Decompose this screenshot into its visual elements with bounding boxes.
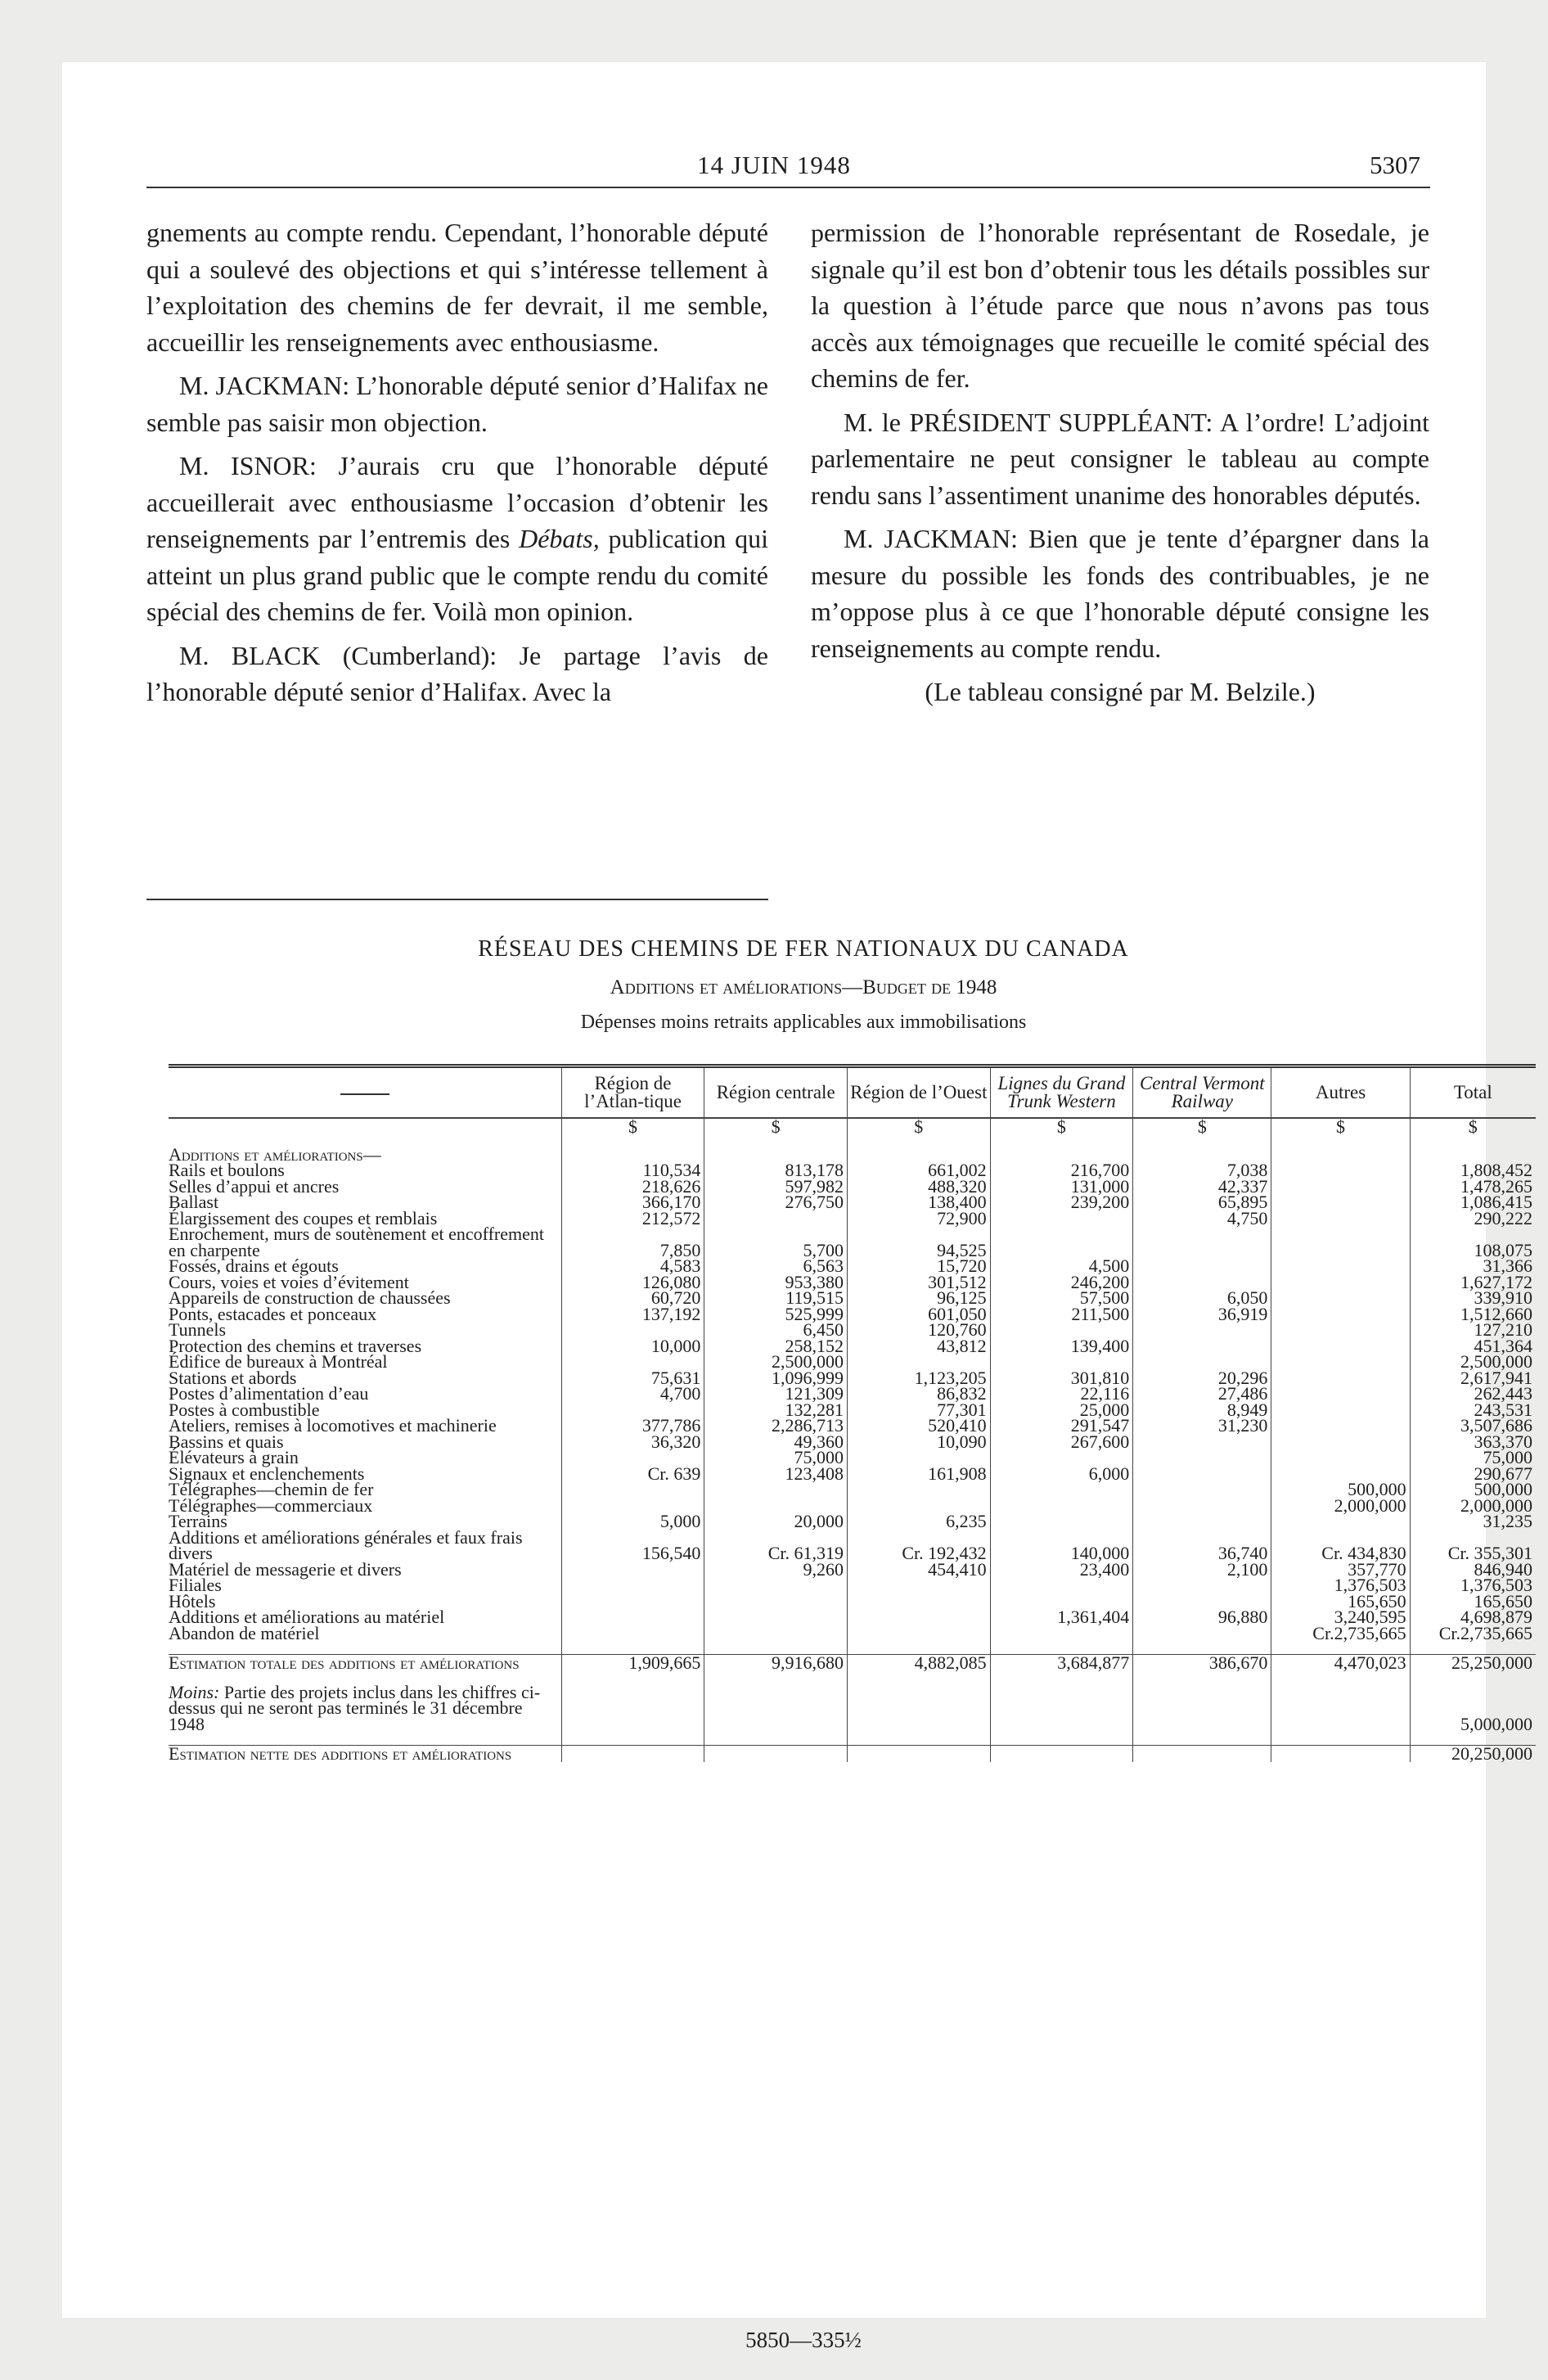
cell-value: Cr. 61,319 — [704, 1530, 848, 1562]
cell-value — [1133, 1498, 1271, 1514]
cell-value: 6,050 — [1133, 1290, 1271, 1306]
paragraph: M. JACKMAN: L’honorable député senior d’Halifax ne semble pas saisir mon objection. — [146, 371, 769, 437]
cell-value — [1133, 1449, 1271, 1466]
cell-value: 20,000 — [704, 1513, 848, 1530]
cell-value: 57,500 — [990, 1290, 1133, 1306]
cell-value: 1,808,452 — [1410, 1162, 1536, 1179]
row-label: Matériel de messagerie et divers — [169, 1558, 402, 1580]
cell-value: 43,812 — [847, 1338, 990, 1355]
row-label: Élévateurs à grain — [169, 1447, 299, 1467]
cell-value — [1271, 1746, 1410, 1762]
row-label: Élargissement des coupes et remblais — [169, 1207, 438, 1228]
cell-value — [704, 1625, 848, 1642]
cell-value: 1,086,415 — [1410, 1194, 1536, 1210]
cell-value: 6,450 — [704, 1322, 848, 1338]
cell-value — [990, 1226, 1133, 1258]
cell-value: 846,940 — [1410, 1562, 1536, 1578]
row-label: Postes d’alimentation d’eau — [169, 1383, 369, 1404]
row-label: Protection des chemins et traverses — [169, 1335, 422, 1356]
cell-value: 10,090 — [847, 1434, 990, 1450]
cell-value: 7,850 — [561, 1226, 704, 1258]
paragraph: gnements au compte rendu. Cependant, l’honorable député qui a soulevé des objections et qui s’intéresse tellement à l’exploitation des chemins de fer devrait, il me semble, accueillir les renseignements avec enthousiasme. — [146, 218, 768, 357]
cell-value: 140,000 — [990, 1530, 1133, 1562]
cell-value — [1271, 1402, 1410, 1418]
cell-value: 301,810 — [990, 1370, 1133, 1386]
cell-value: 6,235 — [847, 1513, 990, 1530]
cell-value: 339,910 — [1410, 1290, 1536, 1306]
cell-value: 108,075 — [1410, 1226, 1536, 1258]
cell-value — [1133, 1226, 1271, 1258]
cell-value — [990, 1498, 1133, 1514]
cell-value — [847, 1625, 990, 1642]
cell-value — [1271, 1513, 1410, 1530]
table-row — [169, 1449, 1536, 1466]
cell-value: 451,364 — [1410, 1338, 1536, 1355]
cell-value: 10,000 — [561, 1338, 704, 1355]
row-label: Additions et améliorations au matériel — [169, 1607, 445, 1627]
col-header: Total — [1410, 1066, 1536, 1119]
table-row — [169, 1386, 1536, 1402]
cell-value — [1271, 1162, 1410, 1179]
cell-value: 520,410 — [847, 1418, 990, 1434]
column-end-rule — [146, 899, 768, 900]
table-title: RÉSEAU DES CHEMINS DE FER NATIONAUX DU CANADA — [478, 936, 1129, 962]
cell-value: 2,617,941 — [1410, 1370, 1536, 1386]
cell-value: 1,376,503 — [1410, 1577, 1536, 1593]
cell-value: Cr. 192,432 — [847, 1530, 990, 1562]
cell-value: 4,470,023 — [1271, 1655, 1410, 1671]
cell-value: Cr.2,735,665 — [1271, 1625, 1410, 1642]
cell-value: 156,540 — [561, 1530, 704, 1562]
row-label: Terrains — [169, 1511, 227, 1531]
row-label: Ballast — [169, 1192, 219, 1212]
cell-value: 94,525 — [847, 1226, 990, 1258]
table-subtitle: Additions et améliorations—Budget de 1948 — [610, 976, 997, 998]
table-row — [169, 1434, 1536, 1450]
cell-value — [990, 1481, 1133, 1498]
cell-value — [561, 1562, 704, 1578]
cell-value — [1133, 1481, 1271, 1498]
row-label: Ateliers, remises à locomotives et machinerie — [169, 1415, 497, 1436]
cell-value: 246,200 — [990, 1274, 1133, 1291]
cell-value: 3,240,595 — [1271, 1609, 1410, 1625]
row-label: Édifice de bureaux à Montréal — [169, 1351, 388, 1372]
row-label: Hôtels — [169, 1590, 216, 1611]
cell-value: 65,895 — [1133, 1194, 1271, 1210]
cell-value — [1271, 1338, 1410, 1355]
cell-value: 8,949 — [1133, 1402, 1271, 1418]
cell-value — [1271, 1370, 1410, 1386]
cell-value — [990, 1684, 1133, 1733]
cell-value: 77,301 — [847, 1402, 990, 1418]
cell-value: 1,123,205 — [847, 1370, 990, 1386]
cell-value: 121,309 — [704, 1386, 848, 1402]
cell-value: 36,919 — [1133, 1306, 1271, 1323]
table-row — [169, 1577, 1536, 1593]
section-heading-row — [169, 1135, 1536, 1163]
cell-value: 6,000 — [990, 1466, 1133, 1482]
cell-value: 119,515 — [704, 1290, 848, 1306]
cell-value: Cr. 355,301 — [1410, 1530, 1536, 1562]
cell-value: 1,376,503 — [1271, 1577, 1410, 1593]
cell-value: 7,038 — [1133, 1162, 1271, 1179]
cell-value — [1133, 1746, 1271, 1762]
row-label: Cours, voies et voies d’évitement — [169, 1271, 409, 1292]
col-header: Région centrale — [704, 1066, 848, 1119]
speaker: M. le PRÉSIDENT SUPPLÉANT: — [844, 407, 1213, 437]
cell-value: 15,720 — [847, 1258, 990, 1274]
table-row — [169, 1179, 1536, 1195]
cell-value: 377,786 — [561, 1418, 704, 1434]
cell-value: 661,002 — [847, 1162, 990, 1179]
cell-value: 2,500,000 — [704, 1354, 848, 1370]
cell-value — [1133, 1577, 1271, 1593]
cell-value: 49,360 — [704, 1434, 848, 1450]
cell-value: 75,000 — [704, 1449, 848, 1466]
cell-value — [1133, 1322, 1271, 1338]
cell-value: 165,650 — [1410, 1593, 1536, 1610]
table-row — [169, 1746, 1536, 1762]
cell-value: 2,100 — [1133, 1562, 1271, 1578]
cell-value — [1133, 1625, 1271, 1642]
row-label: Fossés, drains et égouts — [169, 1255, 339, 1276]
cell-value: 953,380 — [704, 1274, 848, 1291]
cell-value: 165,650 — [1271, 1593, 1410, 1610]
cell-value: 363,370 — [1410, 1434, 1536, 1450]
cell-value: 488,320 — [847, 1179, 990, 1195]
cell-value — [1271, 1194, 1410, 1210]
cell-value: 500,000 — [1410, 1481, 1536, 1498]
cell-value — [561, 1684, 704, 1733]
row-label: Estimation nette des additions et améliorations — [169, 1746, 561, 1762]
table-row — [169, 1562, 1536, 1578]
cell-value: 1,096,999 — [704, 1370, 848, 1386]
paragraph: (Le tableau consigné par M. Belzile.) — [925, 677, 1316, 706]
table-row — [169, 1226, 1536, 1258]
cell-value — [1133, 1684, 1271, 1733]
row-label: Ponts, estacades et ponceaux — [169, 1303, 377, 1324]
cell-value: 5,700 — [704, 1226, 848, 1258]
page-date: 14 JUIN 1948 — [697, 151, 851, 179]
table-row — [169, 1466, 1536, 1482]
cell-value: 218,626 — [561, 1179, 704, 1195]
cell-value: 5,000 — [561, 1513, 704, 1530]
table-row — [169, 1530, 1536, 1562]
cell-value: 123,408 — [704, 1466, 848, 1482]
cell-value — [1271, 1306, 1410, 1323]
cell-value: 525,999 — [704, 1306, 848, 1323]
table-row — [169, 1625, 1536, 1642]
cell-value: 127,210 — [1410, 1322, 1536, 1338]
table-row — [169, 1162, 1536, 1179]
cell-value — [990, 1746, 1133, 1762]
cell-value: 813,178 — [704, 1162, 848, 1179]
row-label: Tunnels — [169, 1319, 227, 1340]
cell-value: 31,235 — [1410, 1513, 1536, 1530]
section-heading: Additions et améliorations— — [169, 1143, 381, 1165]
cell-value: Cr. 639 — [561, 1466, 704, 1482]
cell-value — [990, 1625, 1133, 1642]
cell-value — [704, 1577, 848, 1593]
cell-value: 22,116 — [990, 1386, 1133, 1402]
row-label: Signaux et enclenchements — [169, 1463, 365, 1484]
paragraph: M. ISNOR: J’aurais cru que l’honorable député accueillerait avec enthousiasme l’occasion d’obtenir les renseignements par l’entremis des Débats, publication qui atteint un plus grand public que le compte rendu du comité spécial des chemins de fer. Voilà mon opinion. — [146, 451, 769, 626]
row-label: Appareils de construction de chaussées — [169, 1287, 451, 1308]
cell-value: 31,230 — [1133, 1418, 1271, 1434]
page-footer: 5850—335½ — [745, 2328, 862, 2352]
cell-value: 267,600 — [990, 1434, 1133, 1450]
col-header: Région de l’Ouest — [847, 1066, 990, 1119]
cell-value: 75,000 — [1410, 1449, 1536, 1466]
cell-value — [561, 1577, 704, 1593]
cell-value: 25,250,000 — [1410, 1655, 1536, 1671]
cell-value: 139,400 — [990, 1338, 1133, 1355]
cell-value: 110,534 — [561, 1162, 704, 1179]
cell-value: 2,000,000 — [1271, 1498, 1410, 1514]
cell-value — [1133, 1258, 1271, 1274]
cell-value — [1271, 1354, 1410, 1370]
cell-value: 211,500 — [990, 1306, 1133, 1323]
table-row — [169, 1655, 1536, 1671]
budget-table-wrap — [169, 1064, 1536, 1762]
row-label: Stations et abords — [169, 1367, 297, 1388]
cell-value — [847, 1593, 990, 1610]
cell-value: 239,200 — [990, 1194, 1133, 1210]
cell-value: 138,400 — [847, 1194, 990, 1210]
cell-value: 454,410 — [847, 1562, 990, 1578]
cell-value — [847, 1481, 990, 1498]
row-label: Rails et boulons — [169, 1160, 285, 1180]
cell-value: 4,583 — [561, 1258, 704, 1274]
cell-value — [561, 1746, 704, 1762]
cell-value — [704, 1210, 848, 1227]
row-label: Télégraphes—commerciaux — [169, 1494, 373, 1516]
cell-value: 86,832 — [847, 1386, 990, 1402]
col-header: Région de l’Atlan-tique — [561, 1066, 704, 1119]
table-row — [169, 1370, 1536, 1386]
table-row — [169, 1306, 1536, 1323]
col-header: Lignes du Grand Trunk Western — [990, 1066, 1133, 1119]
cell-value: 1,512,660 — [1410, 1306, 1536, 1323]
cell-value — [561, 1481, 704, 1498]
cell-value: 75,631 — [561, 1370, 704, 1386]
cell-value: 1,361,404 — [990, 1609, 1133, 1625]
row-label: Postes à combustible — [169, 1399, 320, 1420]
cell-value: 23,400 — [990, 1562, 1133, 1578]
paragraph: M. JACKMAN: Bien que je tente d’épargner dans la mesure du possible les fonds des contribuables, je ne m’oppose plus à ce que l’honorable député consigne les renseignements au compte rendu. — [811, 524, 1430, 663]
page-number: 5307 — [1370, 151, 1420, 179]
cell-value: 132,281 — [704, 1402, 848, 1418]
cell-value: 357,770 — [1271, 1562, 1410, 1578]
cell-value — [704, 1593, 848, 1610]
cell-value: 131,000 — [990, 1179, 1133, 1195]
row-label: Abandon de matériel — [169, 1622, 320, 1643]
cell-value — [1271, 1418, 1410, 1434]
cell-value — [847, 1684, 990, 1733]
table-row — [169, 1481, 1536, 1498]
cell-value: 20,296 — [1133, 1370, 1271, 1386]
cell-value — [561, 1593, 704, 1610]
cell-value — [847, 1577, 990, 1593]
cell-value: 290,677 — [1410, 1466, 1536, 1482]
cell-value — [1133, 1513, 1271, 1530]
cell-value: 126,080 — [561, 1274, 704, 1291]
row-label: Filiales — [169, 1575, 222, 1595]
cell-value: 500,000 — [1271, 1481, 1410, 1498]
cell-value: 366,170 — [561, 1194, 704, 1210]
cell-value: 20,250,000 — [1410, 1746, 1536, 1762]
cell-value: 601,050 — [847, 1306, 990, 1323]
cell-value: 60,720 — [561, 1290, 704, 1306]
cell-value — [1271, 1322, 1410, 1338]
cell-value — [1271, 1210, 1410, 1227]
cell-value: 72,900 — [847, 1210, 990, 1227]
cell-value: 25,000 — [990, 1402, 1133, 1418]
cell-value: 4,882,085 — [847, 1655, 990, 1671]
cell-value: 9,260 — [704, 1562, 848, 1578]
cell-value — [1271, 1226, 1410, 1258]
cell-value — [1133, 1338, 1271, 1355]
row-label: Additions et améliorations générales et faux frais divers — [169, 1526, 523, 1563]
cell-value: 2,000,000 — [1410, 1498, 1536, 1514]
cell-value: 6,563 — [704, 1258, 848, 1274]
table-header-row — [169, 1066, 1536, 1119]
row-label: Moins: Partie des projets inclus dans les chiffres ci-dessus qui ne seront pas terminés le 31 décembre 1948 — [169, 1681, 541, 1734]
cell-value — [704, 1609, 848, 1625]
row-label: Télégraphes—chemin de fer — [169, 1479, 374, 1499]
cell-value: 258,152 — [704, 1338, 848, 1355]
cell-value — [1271, 1290, 1410, 1306]
row-label: Estimation totale des additions et améliorations — [169, 1655, 561, 1671]
table-row — [169, 1684, 1536, 1733]
cell-value: 96,125 — [847, 1290, 990, 1306]
row-label: Bassins et quais — [169, 1431, 284, 1452]
cell-value — [1271, 1449, 1410, 1466]
cell-value: 386,670 — [1133, 1655, 1271, 1671]
cell-value: 4,750 — [1133, 1210, 1271, 1227]
cell-value: 36,320 — [561, 1434, 704, 1450]
cell-value: 291,547 — [990, 1418, 1133, 1434]
table-row — [169, 1354, 1536, 1370]
cell-value — [1271, 1258, 1410, 1274]
col-header: Central Vermont Railway — [1133, 1066, 1271, 1119]
cell-value: 2,286,713 — [704, 1418, 848, 1434]
cell-value — [704, 1684, 848, 1733]
cell-value — [847, 1609, 990, 1625]
cell-value — [1271, 1386, 1410, 1402]
cell-value — [561, 1625, 704, 1642]
cell-value: 301,512 — [847, 1274, 990, 1291]
speaker: M. JACKMAN: — [179, 371, 350, 400]
cell-value: 290,222 — [1410, 1210, 1536, 1227]
cell-value: 1,478,265 — [1410, 1179, 1536, 1195]
cell-value: 5,000,000 — [1410, 1684, 1536, 1733]
cell-value: 161,908 — [847, 1466, 990, 1482]
cell-value: 243,531 — [1410, 1402, 1536, 1418]
cell-value — [561, 1609, 704, 1625]
speaker: M. JACKMAN: — [844, 524, 1019, 553]
cell-value: 212,572 — [561, 1210, 704, 1227]
table-row — [169, 1498, 1536, 1514]
cell-value — [1133, 1434, 1271, 1450]
cell-value: 4,700 — [561, 1386, 704, 1402]
cell-value — [1271, 1179, 1410, 1195]
speaker: M. ISNOR: — [179, 451, 317, 480]
cell-value: 9,916,680 — [704, 1655, 848, 1671]
left-column — [146, 214, 768, 718]
cell-value: 3,507,686 — [1410, 1418, 1536, 1434]
table-subtitle-2: Dépenses moins retraits applicables aux immobilisations — [580, 1012, 1027, 1033]
col-header: Autres — [1271, 1066, 1410, 1119]
cell-value — [990, 1577, 1133, 1593]
cell-value — [990, 1513, 1133, 1530]
paragraph: M. BLACK (Cumberland): Je partage l’avis de l’honorable député senior d’Halifax. Avec la — [146, 640, 769, 706]
paragraph: permission de l’honorable représentant de Rosedale, je signale qu’il est bon d’obtenir tous les détails possibles sur la question à l’étude parce que nous n’avons pas tous accès aux témoignages que recueille le comité spécial des chemins de fer. — [811, 218, 1429, 393]
cell-value — [990, 1210, 1133, 1227]
header-blank — [169, 1066, 561, 1119]
unit-row: $ $ $ $ $ $ $ — [169, 1118, 1536, 1135]
cell-value: 2,500,000 — [1410, 1354, 1536, 1370]
paragraph: M. le PRÉSIDENT SUPPLÉANT: A l’ordre! L’adjoint parlementaire ne peut consigner le tableau au compte rendu sans l’assentiment unanime des honorables députés. — [811, 407, 1430, 510]
cell-value: 31,366 — [1410, 1258, 1536, 1274]
header-rule — [146, 187, 1430, 188]
cell-value: 120,760 — [847, 1322, 990, 1338]
cell-value: 27,486 — [1133, 1386, 1271, 1402]
cell-value: 1,909,665 — [561, 1655, 704, 1671]
cell-value — [1271, 1434, 1410, 1450]
row-label: Selles d’appui et ancres — [169, 1175, 340, 1197]
cell-value: 42,337 — [1133, 1179, 1271, 1195]
cell-value: 4,698,879 — [1410, 1609, 1536, 1625]
document-page — [62, 62, 1532, 2352]
right-column — [811, 214, 1429, 718]
cell-value: 137,192 — [561, 1306, 704, 1323]
cell-value — [704, 1481, 848, 1498]
cell-value — [704, 1746, 848, 1762]
cell-value: 36,740 — [1133, 1530, 1271, 1562]
cell-value: 262,443 — [1410, 1386, 1536, 1402]
cell-value: 276,750 — [704, 1194, 848, 1210]
cell-value: 3,684,877 — [990, 1655, 1133, 1671]
cell-value — [847, 1746, 990, 1762]
cell-value: 216,700 — [990, 1162, 1133, 1179]
speaker: M. BLACK (Cumberland): — [179, 640, 497, 670]
cell-value: 4,500 — [990, 1258, 1133, 1274]
cell-value: 597,982 — [704, 1179, 848, 1195]
row-label: Enrochement, murs de soutènement et encoffrement en charpente — [169, 1224, 544, 1260]
cell-value: 1,627,172 — [1410, 1274, 1536, 1291]
budget-table — [169, 1064, 1536, 1762]
table-row — [169, 1418, 1536, 1434]
cell-value: 96,880 — [1133, 1609, 1271, 1625]
cell-value: Cr.2,735,665 — [1410, 1625, 1536, 1642]
cell-value — [1133, 1466, 1271, 1482]
cell-value — [1271, 1684, 1410, 1733]
cell-value — [1271, 1274, 1410, 1291]
cell-value: Cr. 434,830 — [1271, 1530, 1410, 1562]
